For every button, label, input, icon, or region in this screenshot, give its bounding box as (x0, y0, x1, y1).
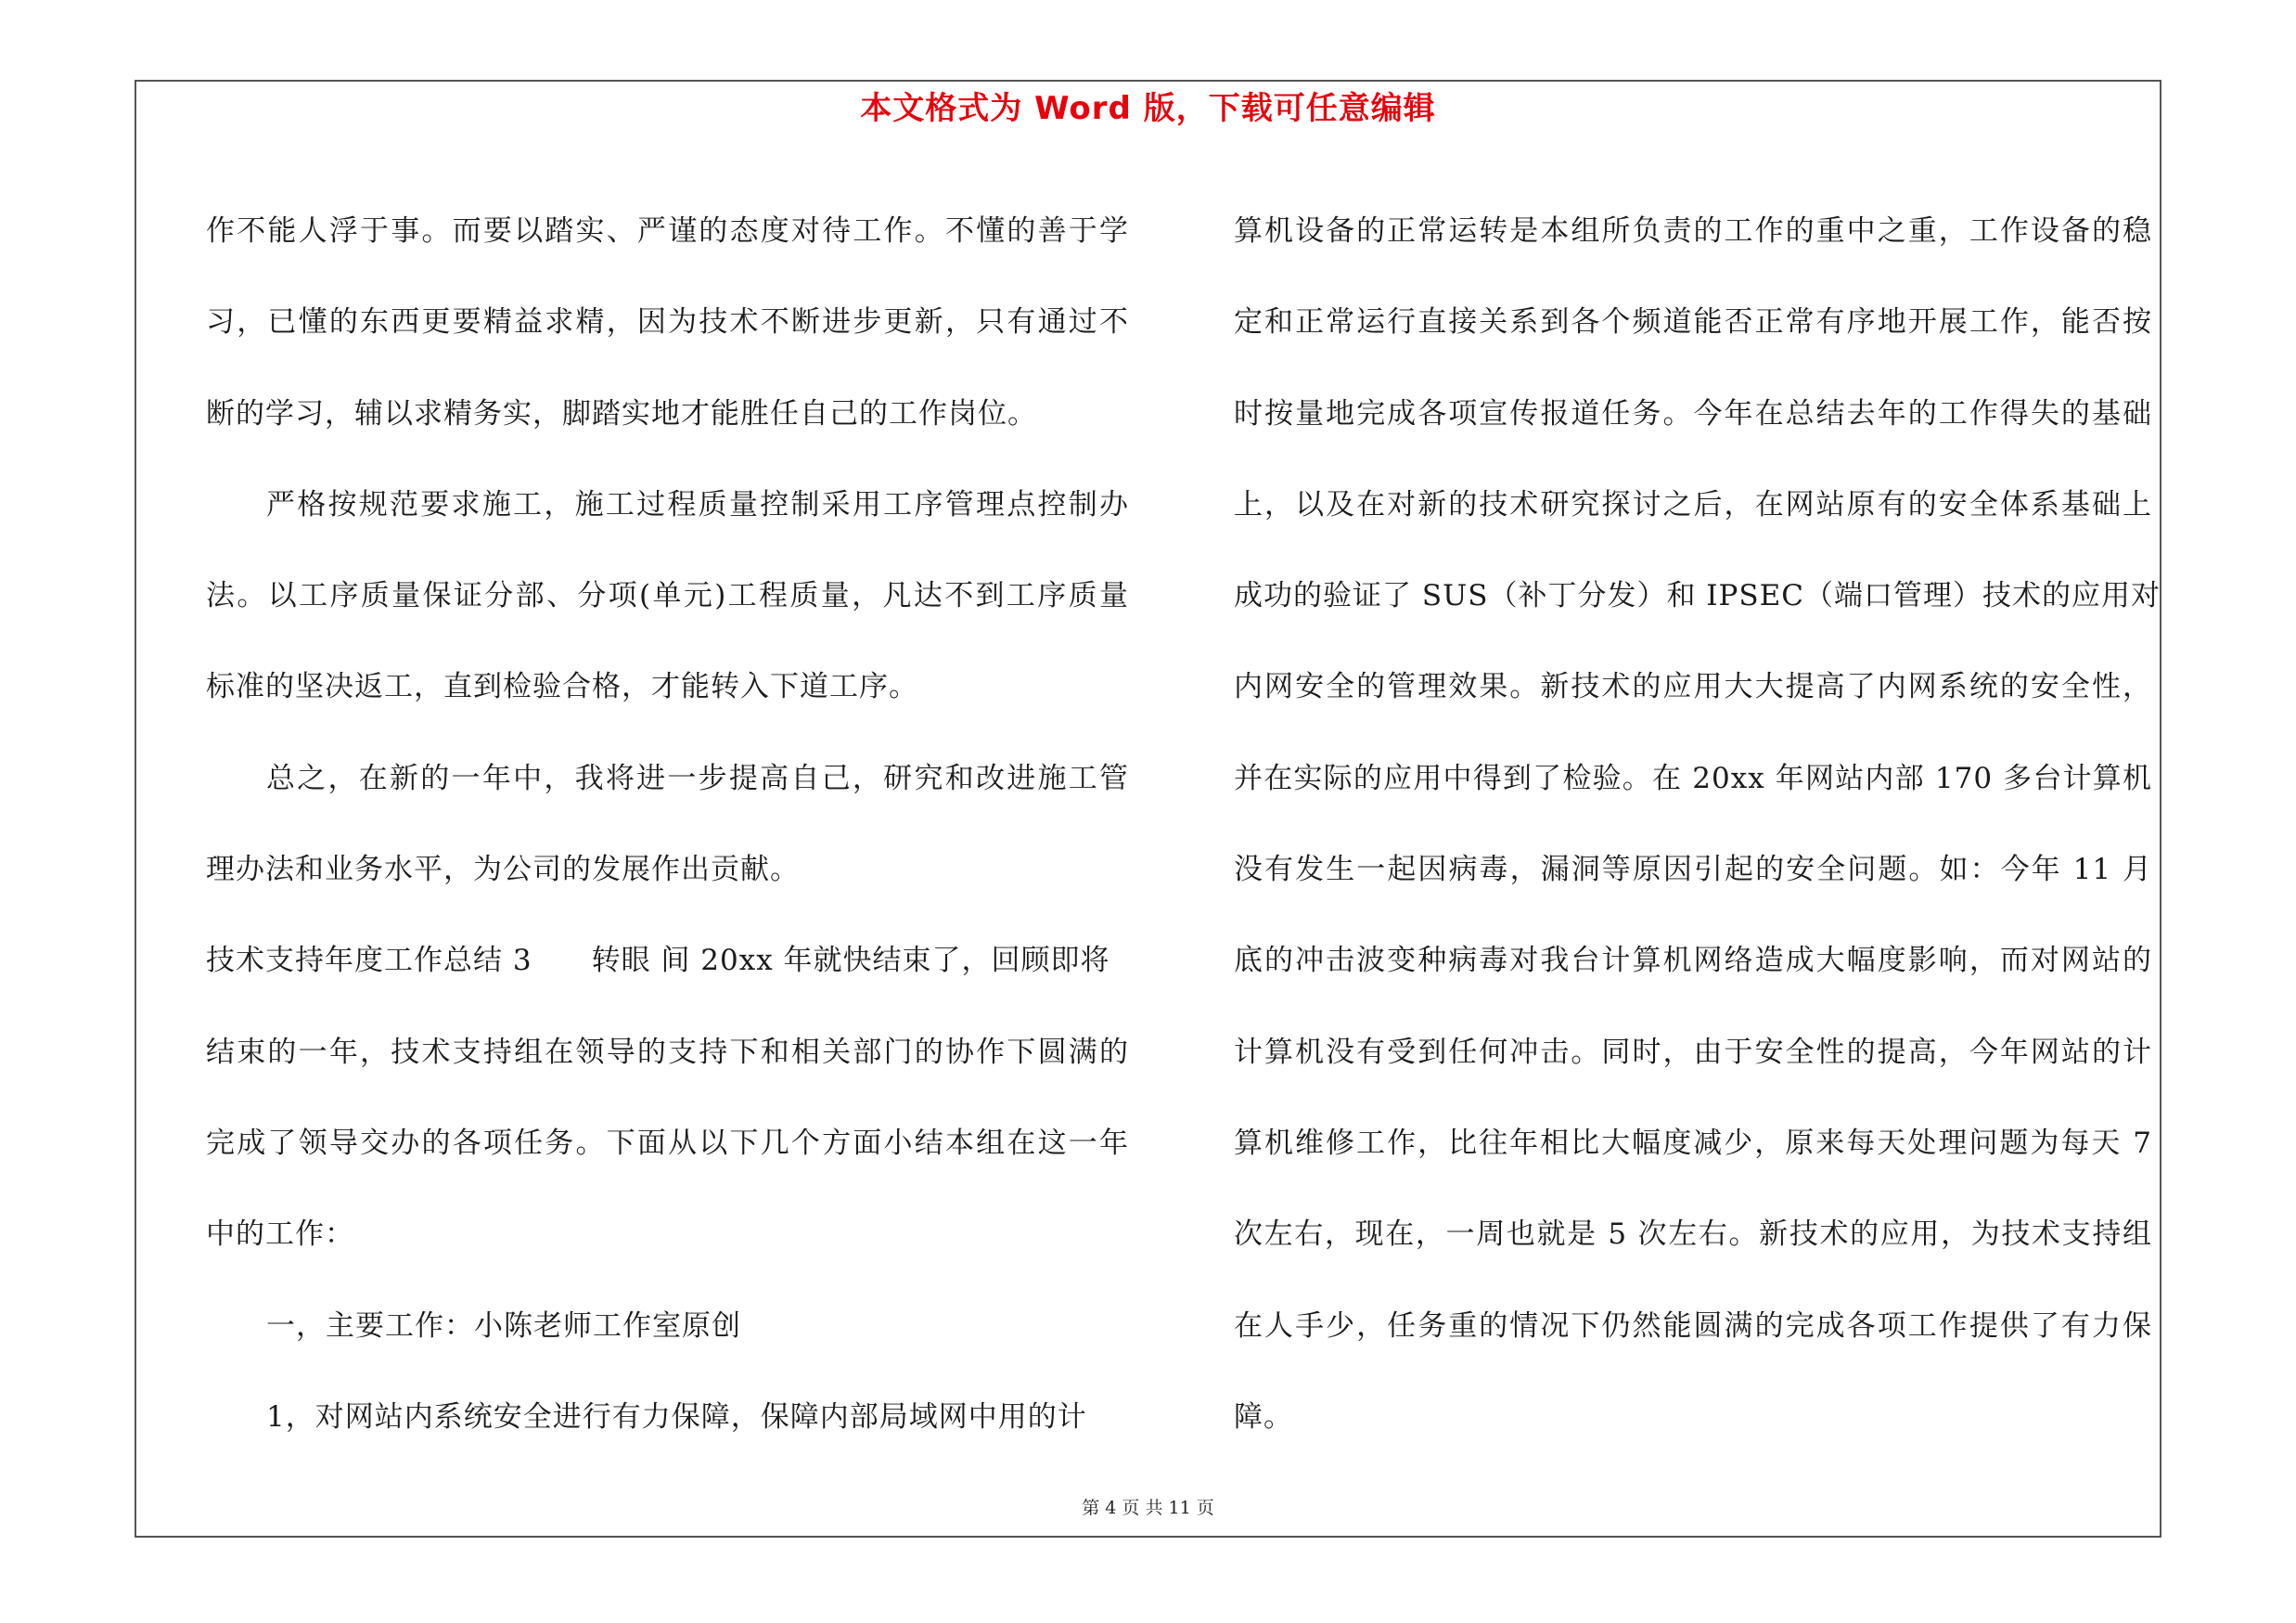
right-text-column (1234, 186, 2161, 1462)
paragraph-line: 上，以及在对新的技术研究探讨之后，在网站原有的安全体系基础上 (1234, 487, 2152, 522)
paragraph-line: 内网安全的管理效果。新技术的应用大大提高了内网系统的安全性， (1234, 670, 2152, 704)
paragraph-line: 标准的坚决返工，直到检验合格，才能转入下道工序。 (206, 670, 918, 704)
paragraph-line: 理办法和业务水平，为公司的发展作出贡献。 (206, 853, 800, 887)
paragraph-line: 严格按规范要求施工，施工过程质量控制采用工序管理点控制办 (266, 487, 1129, 522)
paragraph-line: 算机维修工作，比往年相比大幅度减少，原来每天处理问题为每天 7 (1234, 1126, 2152, 1160)
paragraph-line: 并在实际的应用中得到了检验。在 20xx 年网站内部 170 多台计算机 (1234, 761, 2152, 795)
paragraph-line: 没有发生一起因病毒，漏洞等原因引起的安全问题。如：今年 11 月 (1234, 853, 2152, 887)
paragraph-line: 作不能人浮于事。而要以踏实、严谨的态度对待工作。不懂的善于学 (206, 214, 1129, 248)
paragraph-line: 断的学习，辅以求精务实，脚踏实地才能胜任自己的工作岗位。 (206, 396, 1037, 431)
paragraph-line: 障。 (1234, 1399, 1293, 1434)
paragraph-line: 结束的一年，技术支持组在领导的支持下和相关部门的协作下圆满的 (206, 1035, 1129, 1069)
left-text-column (206, 186, 1129, 1462)
paragraph-line: 算机设备的正常运转是本组所负责的工作的重中之重，工作设备的稳 (1234, 214, 2152, 248)
paragraph-line: 次左右，现在，一周也就是 5 次左右。新技术的应用，为技术支持组 (1234, 1217, 2152, 1252)
paragraph-line: 习，已懂的东西更要精益求精，因为技术不断进步更新，只有通过不 (206, 305, 1129, 340)
section-heading-line: 技术支持年度工作总结 3 转眼 间 20xx 年就快结束了，回顾即将 (206, 944, 1110, 978)
paragraph-line: 完成了领导交办的各项任务。下面从以下几个方面小结本组在这一年 (206, 1126, 1129, 1160)
paragraph-line: 底的冲击波变种病毒对我台计算机网络造成大幅度影响，而对网站的 (1234, 944, 2152, 978)
paragraph-line: 在人手少，任务重的情况下仍然能圆满的完成各项工作提供了有力保 (1234, 1308, 2152, 1343)
paragraph-line: 计算机没有受到任何冲击。同时，由于安全性的提高，今年网站的计 (1234, 1035, 2152, 1069)
paragraph-line: 成功的验证了 SUS（补丁分发）和 IPSEC（端口管理）技术的应用对 (1234, 579, 2161, 613)
subheading-line: 一，主要工作：小陈老师工作室原创 (266, 1308, 741, 1343)
paragraph-line: 定和正常运行直接关系到各个频道能否正常有序地开展工作，能否按 (1234, 305, 2152, 340)
paragraph-line: 法。以工序质量保证分部、分项(单元)工程质量，凡达不到工序质量 (206, 579, 1129, 613)
paragraph-line: 1，对网站内系统安全进行有力保障，保障内部局域网中用的计 (266, 1399, 1087, 1434)
paragraph-line: 中的工作： (206, 1217, 354, 1252)
page-number: 第 4 页 共 11 页 (1082, 1498, 1214, 1518)
paragraph-line: 时按量地完成各项宣传报道任务。今年在总结去年的工作得失的基础 (1234, 396, 2152, 431)
document-banner: 本文格式为 Word 版，下载可任意编辑 (860, 90, 1436, 127)
paragraph-line: 总之，在新的一年中，我将进一步提高自己，研究和改进施工管 (266, 761, 1129, 795)
